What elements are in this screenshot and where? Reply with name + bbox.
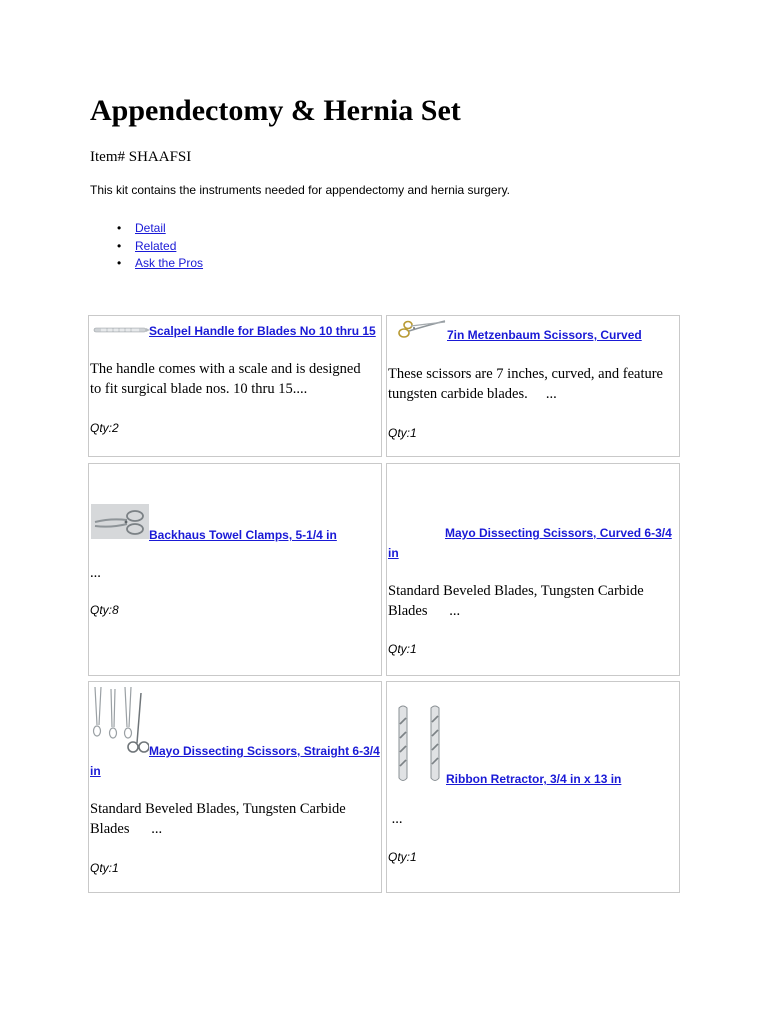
product-card-backhaus-towel-clamps: [88, 463, 382, 676]
bullet: •: [117, 221, 122, 235]
description-line: The handle comes with a scale and is designed: [90, 361, 361, 377]
scalpel-icon[interactable]: [93, 325, 151, 335]
product-title-link[interactable]: Scalpel Handle for Blades No 10 thru 15: [149, 324, 376, 338]
page-title: Appendectomy & Hernia Set: [90, 94, 461, 127]
product-quantity: Qty:2: [90, 421, 119, 435]
description-line: to fit surgical blade nos. 10 thru 15....: [90, 381, 308, 397]
product-card-scalpel-handle: [88, 315, 382, 457]
product-title-link[interactable]: Ribbon Retractor, 3/4 in x 13 in: [446, 772, 622, 786]
bullet: •: [117, 256, 122, 270]
item-number: Item# SHAAFSI: [90, 149, 192, 165]
title-line: Mayo Dissecting Scissors, Curved 6-3/4: [445, 526, 672, 540]
detail-link[interactable]: Detail: [135, 221, 166, 235]
nav-item-detail: [117, 220, 203, 238]
product-title-link[interactable]: [388, 523, 678, 563]
product-quantity: Qty:1: [388, 850, 417, 864]
product-description: [90, 359, 380, 399]
kit-description: This kit contains the instruments needed for appendectomy and hernia surgery.: [90, 183, 511, 197]
product-card-metzenbaum-scissors: [386, 315, 680, 457]
nav-item-related: [117, 238, 203, 256]
description-line: ...: [90, 565, 101, 581]
product-quantity: Qty:1: [388, 642, 417, 656]
bullet: •: [117, 238, 122, 253]
scissors-icon[interactable]: [397, 318, 447, 342]
description-line: Blades ...: [90, 821, 163, 837]
product-quantity: Qty:1: [90, 861, 119, 875]
product-card-mayo-scissors-straight: [88, 681, 382, 893]
product-card-mayo-scissors-curved: [386, 463, 680, 676]
description-line: Standard Beveled Blades, Tungsten Carbide: [90, 801, 346, 817]
section-nav: [117, 220, 203, 273]
product-title-link[interactable]: [90, 741, 380, 781]
description-line: tungsten carbide blades. ...: [388, 386, 557, 402]
product-card-ribbon-retractor: [386, 681, 680, 893]
ribbon-retractor-icon[interactable]: [395, 704, 447, 784]
title-line: in: [90, 764, 101, 778]
product-quantity: Qty:1: [388, 426, 417, 440]
title-line: in: [388, 546, 399, 560]
product-description: [388, 581, 678, 621]
product-description: [388, 809, 678, 829]
product-description: [90, 799, 380, 839]
product-title-link[interactable]: Backhaus Towel Clamps, 5-1/4 in: [149, 528, 337, 542]
product-title-link[interactable]: 7in Metzenbaum Scissors, Curved: [447, 328, 642, 342]
title-line: Mayo Dissecting Scissors, Straight 6-3/4: [149, 744, 380, 758]
product-description: [388, 364, 678, 404]
related-link[interactable]: Related: [135, 238, 177, 253]
description-line: ...: [388, 811, 403, 827]
product-quantity: Qty:8: [90, 603, 119, 617]
nav-item-ask-the-pros: [117, 255, 203, 273]
ask-the-pros-link[interactable]: Ask the Pros: [135, 256, 204, 270]
product-description: [90, 563, 380, 583]
description-line: These scissors are 7 inches, curved, and feature: [388, 366, 663, 382]
description-line: Standard Beveled Blades, Tungsten Carbide: [388, 583, 644, 599]
description-line: Blades ...: [388, 603, 461, 619]
towel-clamp-icon[interactable]: [91, 504, 149, 539]
